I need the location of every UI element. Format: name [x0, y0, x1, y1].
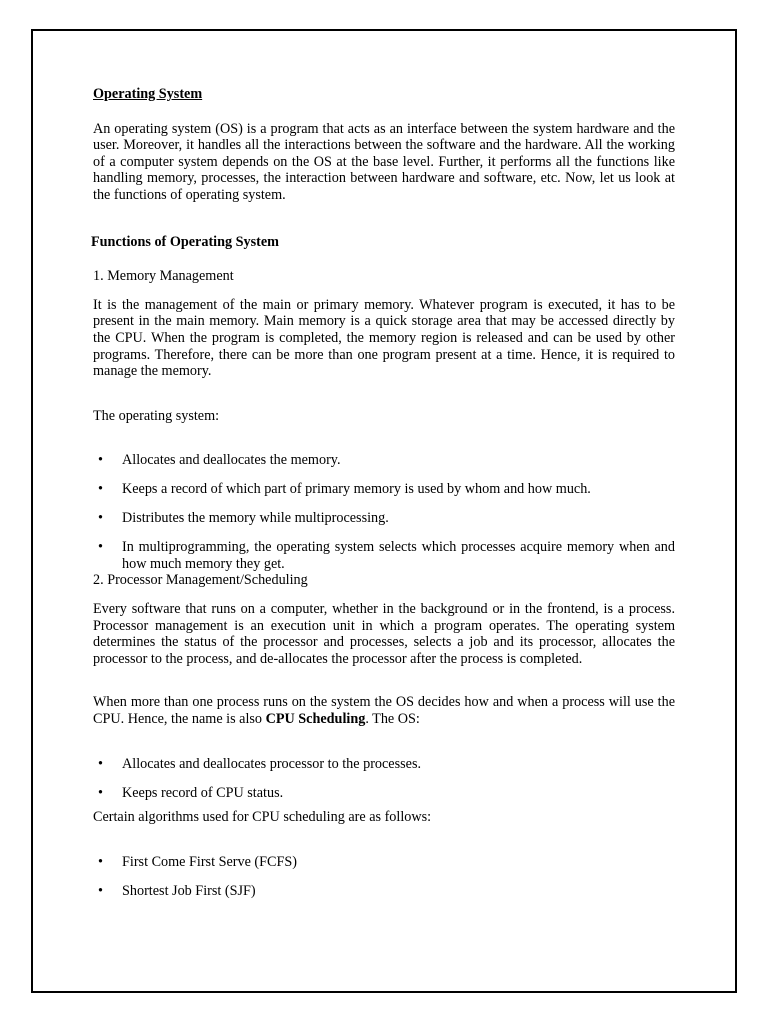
processor-paragraph: Every software that runs on a computer, whether in the background or in the frontend, is a process. Processor management is an execution unit in which a program operates. The operating system determines the status of the processor and processes, selects a job and its processor, allocates the processor to the process, and de-allocates the processor after the process is completed. — [93, 601, 675, 667]
list-item: • Distributes the memory while multiprocessing. — [93, 510, 675, 527]
list-item: • Shortest Job First (SJF) — [93, 883, 675, 900]
document-body — [93, 86, 675, 912]
intro-paragraph: An operating system (OS) is a program that acts as an interface between the system hardware and the user. Moreover, it handles all the interactions between the software and the hardware. All the working of a computer system depends on the OS at the base level. Further, it performs all the functions like handling memory, processes, the interaction between hardware and software, etc. Now, let us look at the functions of operating system. — [93, 120, 675, 203]
list-item: • In multiprogramming, the operating system selects which processes acquire memory when and how much memory they get. — [93, 539, 675, 572]
memory-lead: The operating system: — [93, 407, 220, 424]
memory-list — [93, 452, 675, 572]
cpu-scheduling-term: CPU Scheduling — [265, 711, 366, 728]
algorithms-list — [93, 854, 675, 900]
memory-heading: 1. Memory Management — [93, 268, 234, 285]
document-title: Operating System — [93, 86, 203, 102]
list-item: • Allocates and deallocates the memory. — [93, 452, 675, 469]
cpu-scheduling-lead — [93, 694, 675, 727]
lead-text-before: When more than one process runs on the system the OS decides how and when a process will use the CPU. Hence, the name is also — [93, 694, 675, 728]
memory-paragraph: It is the management of the main or primary memory. Whatever program is executed, it has to be present in the main memory. Main memory is a quick storage area that may be accessed directly by the CPU. When the program is completed, the memory region is released and can be used by other programs. Therefore, there can be more than one program present at a time. Hence, it is required to manage the memory. — [93, 296, 675, 380]
processor-list — [93, 756, 675, 802]
functions-heading: Functions of Operating System — [91, 233, 279, 250]
processor-heading: 2. Processor Management/Scheduling — [93, 572, 308, 589]
list-item: • First Come First Serve (FCFS) — [93, 854, 675, 871]
list-item: • Keeps record of CPU status. — [93, 785, 675, 802]
list-item: • Allocates and deallocates processor to the processes. — [93, 756, 675, 773]
algorithms-lead: Certain algorithms used for CPU scheduling are as follows: — [93, 809, 432, 826]
lead-text-after: . The OS: — [365, 711, 420, 728]
list-item: • Keeps a record of which part of primary memory is used by whom and how much. — [93, 481, 675, 498]
